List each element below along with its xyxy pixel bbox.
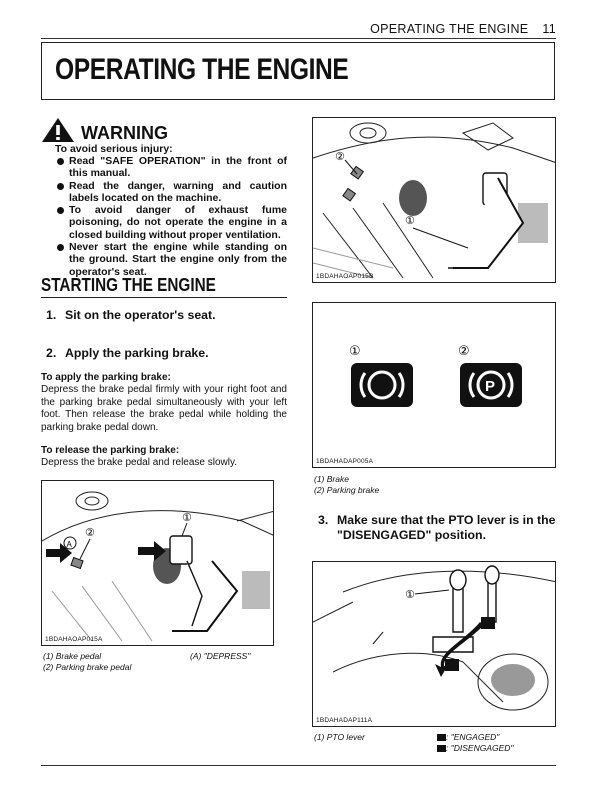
caption-disengaged-row	[437, 743, 513, 754]
warning-list	[55, 155, 287, 278]
caption-parking-brake-pedal: (2) Parking brake pedal	[43, 662, 132, 672]
caption-depress: (A) "DEPRESS"	[190, 651, 251, 661]
figure-code: 1BDAHAOAP015A	[45, 636, 103, 643]
marker-1: ①	[349, 344, 361, 359]
step-1	[46, 308, 216, 322]
section-title: STARTING THE ENGINE	[41, 275, 216, 295]
apply-brake-body: Depress the brake pedal firmly with your right foot and the parking brake pedal simultaneously with your left foot. Then release the brake pedal while holding the parking brake pedal down.	[41, 384, 287, 433]
figure-pedals-top	[312, 117, 556, 283]
step-number: 3.	[318, 513, 329, 527]
marker-1: ①	[405, 214, 415, 227]
warning-intro: To avoid serious injury:	[55, 143, 173, 155]
step-text-cont: "DISENGAGED" position.	[337, 528, 486, 542]
caption-parking-brake: (2) Parking brake	[314, 485, 380, 495]
warning-heading	[41, 117, 287, 143]
figure-pto-lever	[312, 561, 556, 727]
running-header	[370, 22, 556, 36]
parking-brake-icon	[460, 363, 522, 407]
figure-code: 1BDAHADAP005A	[316, 458, 374, 465]
figure-2-captions	[314, 474, 379, 496]
marker-2: ②	[85, 526, 95, 539]
brake-warning-icon	[351, 363, 413, 407]
figure-code: 1BDAHAOAP015B	[316, 273, 374, 280]
warning-item: Read "SAFE OPERATION" in the front of this manual.	[55, 155, 287, 180]
header-rule	[41, 38, 556, 39]
page-number: 11	[542, 22, 556, 36]
engaged-icon	[437, 734, 446, 741]
section-rule	[41, 297, 287, 298]
warning-item: Never start the engine while standing on the ground. Start the engine only from the operator's seat.	[55, 241, 287, 278]
figure-brake-indicators	[312, 302, 556, 468]
marker-2: ②	[335, 150, 345, 163]
caption-engaged-row	[437, 732, 499, 743]
step-text: Sit on the operator's seat.	[65, 308, 216, 322]
caption-pto-lever: (1) PTO lever	[314, 732, 365, 742]
marker-A: A	[66, 540, 72, 549]
pto-illustration	[313, 562, 556, 727]
marker-2: ②	[458, 344, 470, 359]
disengaged-icon	[437, 745, 446, 752]
marker-1: ①	[182, 511, 192, 524]
title-box	[41, 42, 555, 100]
page-title: OPERATING THE ENGINE	[55, 53, 349, 86]
caption-engaged: : "ENGAGED"	[446, 732, 500, 742]
warning-item: To avoid danger of exhaust fume poisoning, do not operate the engine in a closed building without proper ventilation.	[55, 204, 287, 241]
step-3	[318, 513, 555, 543]
step-number: 1.	[46, 308, 57, 322]
figure-code: 1BDAHADAP111A	[316, 717, 373, 724]
svg-text:P: P	[485, 378, 496, 395]
warning-title: WARNING	[81, 122, 168, 143]
apply-brake-heading: To apply the parking brake:	[41, 372, 171, 383]
step-2	[46, 346, 209, 360]
running-header-section: OPERATING THE ENGINE	[370, 22, 529, 36]
step-text: Apply the parking brake.	[65, 346, 209, 360]
pedal-illustration	[313, 118, 556, 283]
release-brake-heading: To release the parking brake:	[41, 445, 180, 456]
figure-3-captions	[43, 651, 131, 673]
marker-1: ①	[405, 588, 415, 601]
indicator-illustration	[313, 303, 556, 468]
footer-rule	[41, 765, 556, 766]
warning-block	[41, 117, 287, 278]
step-text: Make sure that the PTO lever is in the	[337, 513, 556, 527]
caption-brake-pedal: (1) Brake pedal	[43, 651, 102, 661]
caption-disengaged: : "DISENGAGED"	[446, 743, 514, 753]
caption-brake: (1) Brake	[314, 474, 349, 484]
warning-item: Read the danger, warning and caution labels located on the machine.	[55, 180, 287, 205]
figure-pedals-depress	[41, 480, 274, 646]
warning-triangle-icon	[41, 117, 75, 143]
step-number: 2.	[46, 346, 57, 360]
release-brake-body: Depress the brake pedal and release slowly.	[41, 457, 238, 468]
pedal-depress-illustration	[42, 481, 274, 646]
